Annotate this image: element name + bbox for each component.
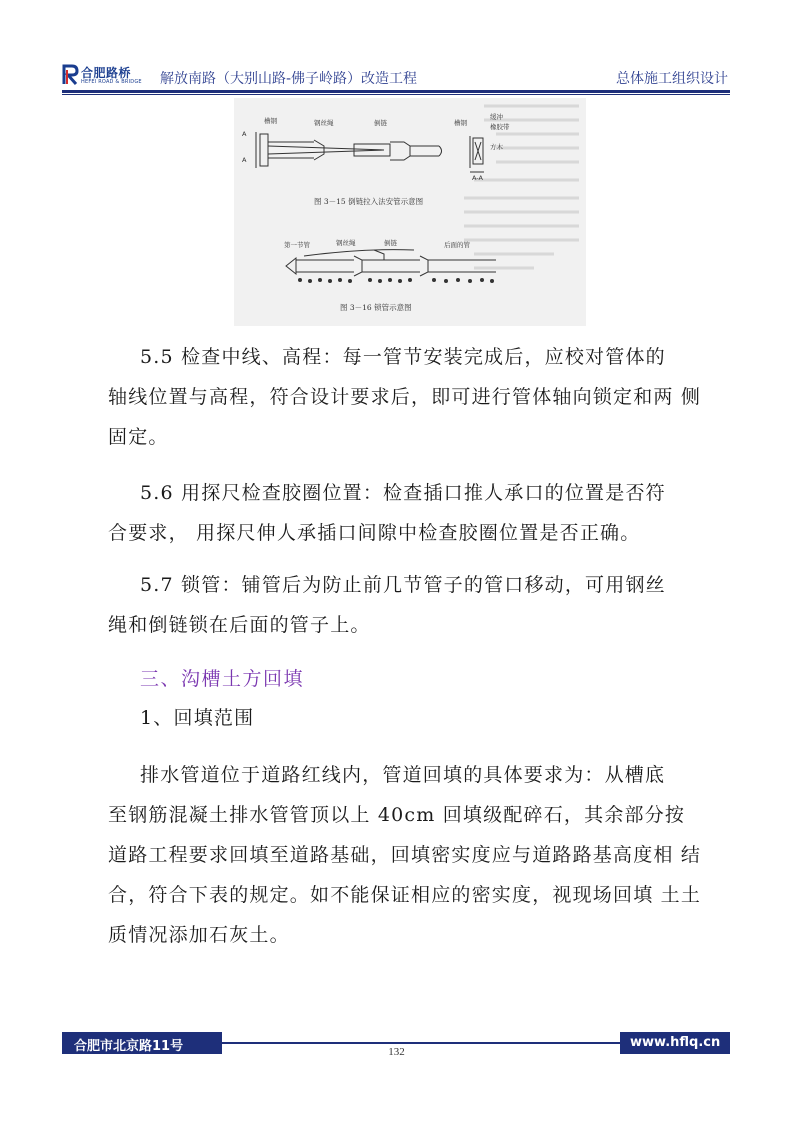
logo-text: 合肥路桥 (81, 66, 132, 80)
section-heading-backfill: 三、沟槽土方回填 (140, 668, 305, 690)
text-line: 5.7 锁管：铺管后为防止前几节管子的管口移动，可用钢丝 (140, 574, 666, 596)
header-divider-thin (62, 94, 730, 95)
fig1-label-wire: 钢丝绳 (314, 119, 334, 127)
fig1-label-chain: 倒链 (374, 119, 387, 127)
fig1-label-trough: 槽钢 (264, 117, 277, 125)
paragraph-5-5 (108, 337, 718, 457)
fig1-label-buffer: 缓冲 (490, 113, 503, 121)
pipe-installation-figure (234, 98, 586, 326)
footer-website: www.hflq.cn (630, 1035, 721, 1050)
fig2-label-chain: 倒链 (384, 239, 397, 247)
subheading-backfill-range (108, 698, 718, 738)
footer-address: 合肥市北京路11号 (74, 1039, 184, 1054)
fig1-label-square-timber: 方木 (490, 143, 503, 151)
text-line: 道路工程要求回填至道路基础，回填密实度应与道路路基高度相 结 (108, 844, 702, 866)
subheading-text: 1、回填范围 (140, 707, 255, 729)
fig1-label-a-bottom: A (242, 156, 247, 164)
project-title: 解放南路（大别山路-佛子岭路）改造工程 (160, 71, 418, 87)
pipe-diagram-drawing (234, 98, 586, 326)
text-line: 至钢筋混凝土排水管管顶以上 40cm 回填级配碎石，其余部分按 (108, 804, 686, 826)
footer-divider (222, 1042, 620, 1044)
text-line: 合，符合下表的规定。如不能保证相应的密实度，视现场回填 土土 (108, 884, 702, 906)
paragraph-5-7 (108, 565, 718, 645)
text-line: 轴线位置与高程，符合设计要求后，即可进行管体轴向锁定和两 侧 (108, 386, 702, 408)
text-line: 5.5 检查中线、高程：每一管节安装完成后，应校对管体的 (140, 346, 666, 368)
fig1-label-section: A-A (472, 174, 483, 182)
paragraph-5-6 (108, 473, 718, 553)
fig2-label-wire: 钢丝绳 (336, 239, 356, 247)
fig1-label-trough-right: 槽钢 (454, 119, 467, 127)
company-logo (62, 64, 144, 88)
fig2-caption: 图 3－16 锁管示意图 (340, 303, 412, 312)
page-header (62, 58, 730, 92)
header-divider (62, 90, 730, 93)
logo-mark-icon (62, 64, 80, 86)
text-line: 绳和倒链锁在后面的管子上。 (108, 614, 371, 636)
fig1-label-rubber: 橡胶带 (490, 123, 510, 131)
fig2-label-first-pipe: 第一节管 (284, 241, 310, 249)
fig2-label-rear-pipe: 后面的管 (444, 241, 470, 249)
text-line: 质情况添加石灰土。 (108, 924, 290, 946)
paragraph-backfill-requirements (108, 755, 718, 955)
document-title: 总体施工组织设计 (616, 71, 728, 87)
text-line: 合要求， 用探尺伸人承插口间隙中检查胶圈位置是否正确。 (108, 522, 641, 544)
page-number: 132 (388, 1046, 405, 1058)
text-line: 固定。 (108, 426, 169, 448)
logo-subtext: HEFEI ROAD & BRIDGE (81, 79, 142, 85)
fig1-label-a-top: A (242, 130, 247, 138)
text-line: 5.6 用探尺检查胶圈位置：检查插口推人承口的位置是否符 (140, 482, 666, 504)
text-line: 排水管道位于道路红线内，管道回填的具体要求为：从槽底 (140, 764, 666, 786)
fig1-caption: 图 3－15 倒链拉入法安管示意图 (314, 197, 424, 206)
